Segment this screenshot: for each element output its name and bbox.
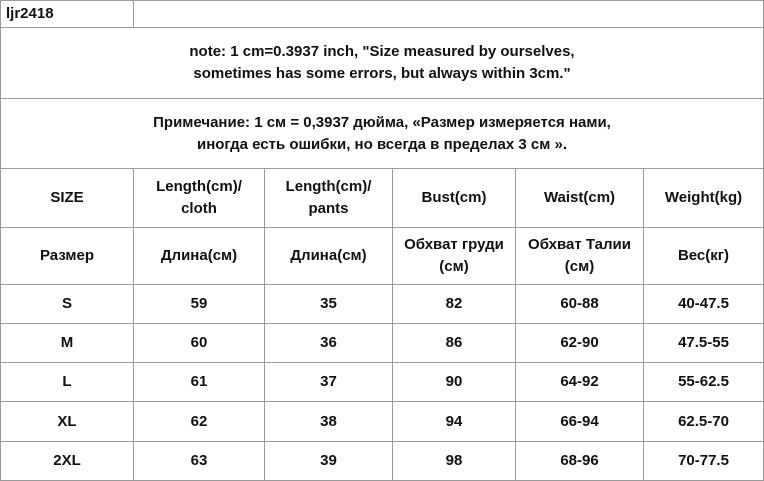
- cell-weight: 47.5-55: [644, 324, 764, 363]
- header-ru-length-pants: [265, 228, 393, 285]
- product-code-row: [1, 1, 764, 28]
- cell-size: L: [1, 363, 134, 402]
- header-en-weight: [644, 169, 764, 228]
- cell-length-pants: 36: [265, 324, 393, 363]
- cell-length-cloth: 60: [134, 324, 265, 363]
- size-row: [1, 324, 764, 363]
- header-row-en: [1, 169, 764, 228]
- header-en-length-pants: [265, 169, 393, 228]
- note-ru: [1, 99, 764, 169]
- note-ru-line-2: иногда есть ошибки, но всегда в пределах 3 см ».: [196, 135, 568, 153]
- cell-waist: 68-96: [516, 442, 644, 481]
- size-rows: [1, 285, 764, 481]
- header-ru-length-cloth: [134, 228, 265, 285]
- cell-size: S: [1, 285, 134, 324]
- cell-length-cloth: 61: [134, 363, 265, 402]
- cell-waist: 66-94: [516, 402, 644, 442]
- header-row-ru: [1, 228, 764, 285]
- header-ru-weight-line-1: Вес(кг): [677, 247, 730, 264]
- cell-bust: 82: [393, 285, 516, 324]
- cell-length-pants: 38: [265, 402, 393, 442]
- note-ru-row: [1, 99, 764, 169]
- cell-size: XL: [1, 402, 134, 442]
- header-ru-size: [1, 228, 134, 285]
- cell-weight: 40-47.5: [644, 285, 764, 324]
- cell-length-pants: 37: [265, 363, 393, 402]
- header-ru-length-pants-line-1: Длина(см): [290, 247, 367, 264]
- header-en-bust: [393, 169, 516, 228]
- cell-length-cloth: 59: [134, 285, 265, 324]
- note-ru-line-1: Примечание: 1 см = 0,3937 дюйма, «Размер измеряется нами,: [153, 113, 611, 131]
- header-ru-length-cloth-line-1: Длина(см): [160, 247, 238, 264]
- header-en-length-pants-line-2: pants: [308, 200, 349, 217]
- header-en-bust-line-1: Bust(cm): [421, 189, 487, 206]
- size-row: [1, 402, 764, 442]
- product-code-blank-cell: [134, 1, 764, 28]
- header-en-waist-line-1: Waist(cm): [543, 189, 616, 206]
- cell-length-cloth: 63: [134, 442, 265, 481]
- cell-bust: 98: [393, 442, 516, 481]
- header-ru-size-line-1: Размер: [39, 247, 95, 264]
- cell-length-pants: 39: [265, 442, 393, 481]
- note-en-line-1: note: 1 cm=0.3937 inch, "Size measured by ourselves,: [189, 43, 575, 60]
- cell-bust: 86: [393, 324, 516, 363]
- note-en-line-2: sometimes has some errors, but always within 3cm.": [193, 65, 571, 82]
- cell-waist: 60-88: [516, 285, 644, 324]
- header-ru-bust: [393, 228, 516, 285]
- header-ru-waist: [516, 228, 644, 285]
- header-ru-weight: [644, 228, 764, 285]
- size-row: [1, 363, 764, 402]
- cell-waist: 62-90: [516, 324, 644, 363]
- header-en-size-line-1: SIZE: [50, 189, 84, 206]
- header-en-weight-line-1: Weight(kg): [664, 189, 743, 206]
- header-en-waist: [516, 169, 644, 228]
- header-en-length-cloth-line-2: cloth: [181, 200, 217, 217]
- note-en: [1, 28, 764, 99]
- cell-weight: 55-62.5: [644, 363, 764, 402]
- product-code: ljr2418: [1, 1, 134, 28]
- cell-length-pants: 35: [265, 285, 393, 324]
- cell-size: 2XL: [1, 442, 134, 481]
- header-en-length-pants-line-1: Length(cm)/: [285, 178, 372, 195]
- cell-length-cloth: 62: [134, 402, 265, 442]
- size-row: [1, 285, 764, 324]
- header-ru-waist-line-2: (см): [564, 258, 595, 275]
- cell-bust: 94: [393, 402, 516, 442]
- header-en-length-cloth: [134, 169, 265, 228]
- note-en-row: [1, 28, 764, 99]
- cell-waist: 64-92: [516, 363, 644, 402]
- cell-weight: 70-77.5: [644, 442, 764, 481]
- header-en-length-cloth-line-1: Length(cm)/: [156, 178, 242, 195]
- cell-size: M: [1, 324, 134, 363]
- size-row: [1, 442, 764, 481]
- cell-bust: 90: [393, 363, 516, 402]
- cell-weight: 62.5-70: [644, 402, 764, 442]
- header-ru-bust-line-2: (см): [439, 258, 469, 275]
- header-en-size: [1, 169, 134, 228]
- header-ru-bust-line-1: Обхват груди: [404, 236, 504, 253]
- header-ru-waist-line-1: Обхват Талии: [528, 236, 631, 253]
